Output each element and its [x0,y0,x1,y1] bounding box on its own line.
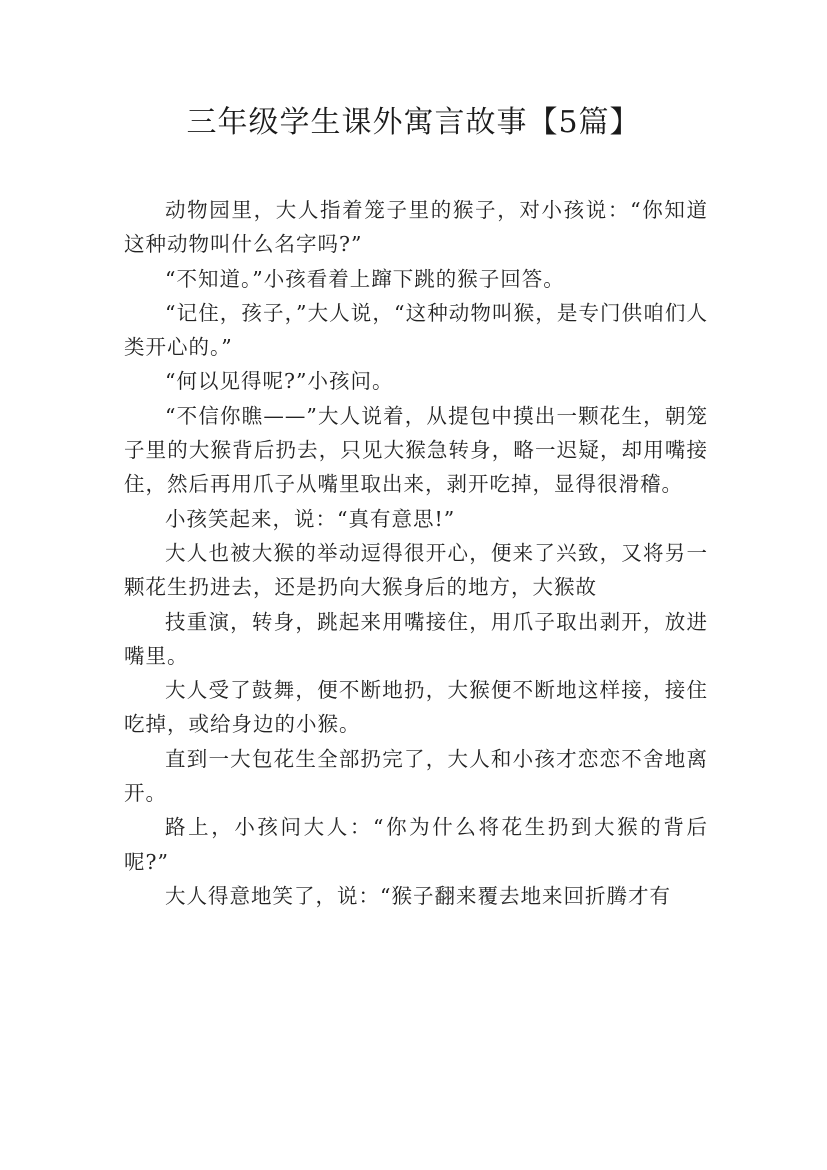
paragraph-9: 大人受了鼓舞，便不断地扔，大猴便不断地这样接，接住吃掉，或给身边的小猴。 [124,678,708,737]
paragraph-7: 大人也被大猴的举动逗得很开心，便来了兴致，又将另一颗花生扔进去，还是扔向大猴身后的地方，大猴故 [124,540,708,600]
paragraph-1: 动物园里，大人指着笼子里的猴子，对小孩说：“你知道这种动物叫什么名字吗?” [124,198,708,257]
paragraph-6: 小孩笑起来，说：“真有意思!” [165,506,456,531]
paragraph-2: “不知道。”小孩看着上蹿下跳的猴子回答。 [165,266,565,291]
paragraph-5: “不信你瞧——”大人说着，从提包中摸出一颗花生，朝笼子里的大猴背后扔去，只见大猴急转身，略一迟疑，却用嘴接住，然后再用爪子从嘴里取出来，剥开吃掉，显得很滑稽。 [124,403,708,497]
paragraph-3: “记住，孩子，”大人说，“这种动物叫猴，是专门供咱们人类开心的。” [124,300,708,360]
document-body [124,193,708,913]
document-title: 三年级学生课外寓言故事【5篇】 [186,105,641,140]
paragraph-11: 路上，小孩问大人：“你为什么将花生扔到大猴的背后呢?” [124,815,708,874]
paragraph-10: 直到一大包花生全部扔完了，大人和小孩才恋恋不舍地离开。 [124,746,708,806]
paragraph-4: “何以见得呢?”小孩问。 [165,369,394,394]
paragraph-12: 大人得意地笑了，说：“猴子翻来覆去地来回折腾才有 [165,883,671,908]
paragraph-8: 技重演，转身，跳起来用嘴接住，用爪子取出剥开，放进嘴里。 [124,609,708,668]
